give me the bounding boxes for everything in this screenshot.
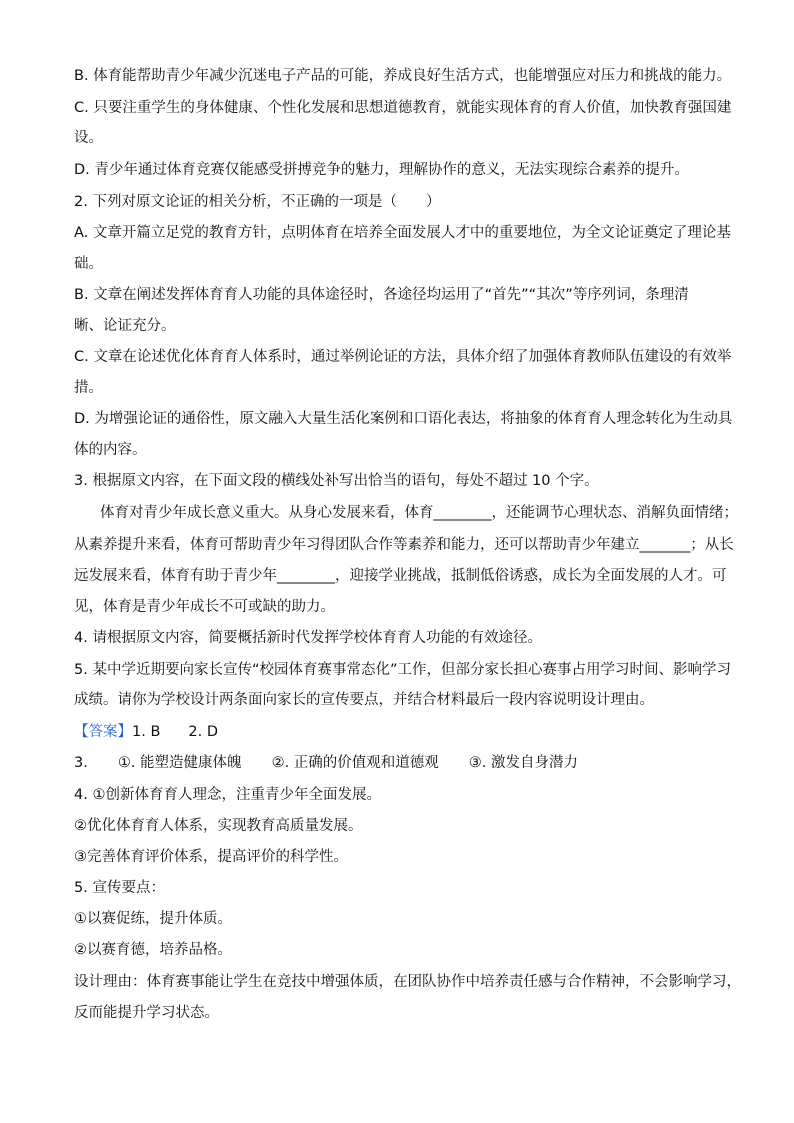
q3-passage-line: 见，体育是青少年成长不可或缺的助力。 — [74, 599, 335, 615]
answer-3-mark-3: ③ — [468, 755, 482, 771]
q3-passage-line: 从素养提升来看，体育可帮助青少年习得团队合作等素养和能力，还可以帮助青少年建立_______；从长 — [74, 537, 734, 553]
q1-option-b: B. 体育能帮助青少年减少沉迷电子产品的可能，养成良好生活方式，也能增强应对压力和挑战的能力。 — [74, 68, 732, 84]
q2-option-a-cont: 础。 — [74, 256, 103, 272]
q2-option-b-cont: 晰、论证充分。 — [74, 318, 176, 334]
answer-4-line: ②优化体育育人体系，实现教育高质量发展。 — [74, 818, 363, 834]
answer-3-mark-1: ① — [117, 755, 131, 771]
answer-1: 1. B — [132, 724, 161, 740]
q2-option-a: A. 文章开篇立足党的教育方针，点明体育在培养全面发展人才中的重要地位，为全文论证奠定了理论基 — [74, 225, 731, 241]
answer-5-line: ②以赛育德，培养品格。 — [74, 942, 232, 958]
answer-5-line: 5. 宣传要点： — [74, 880, 165, 896]
q2-option-d: D. 为增强论证的通俗性，原文融入大量生活化案例和口语化表达，将抽象的体育育人理念转化为生动具 — [74, 411, 733, 427]
answer-2: 2. D — [188, 724, 219, 740]
q2-stem: 2. 下列对原文论证的相关分析，不正确的一项是（ ） — [74, 194, 441, 210]
q3-passage-line: 远发展来看，体育有助于青少年________，迎接学业挑战，抵制低俗诱惑，成长为全面发展的人才。可 — [74, 568, 727, 584]
q1-option-c-cont: 设。 — [74, 130, 103, 146]
answer-3-number: 3. — [74, 755, 88, 771]
answer-4-line: ③完善体育评价体系，提高评价的科学性。 — [74, 849, 348, 865]
q2-option-b: B. 文章在阐述发挥体育育人功能的具体途径时，各途径均运用了“首先”“其次”等序列词，条理清 — [74, 287, 689, 303]
answer-3-item-1: . 能塑造健康体魄 — [130, 755, 242, 771]
answer-tag: 【答案】 — [74, 724, 132, 740]
answer-5-reason: 设计理由：体育赛事能让学生在竞技中增强体质，在团队协作中培养责任感与合作精神，不会影响学习， — [74, 974, 741, 990]
q3-stem: 3. 根据原文内容，在下面文段的横线处补写出恰当的语句，每处不超过 10 个字。 — [74, 473, 599, 489]
q3-passage-line: 体育对青少年成长意义重大。从身心发展来看，体育________，还能调节心理状态、消解负面情绪； — [100, 505, 738, 521]
q2-option-c: C. 文章在论述优化体育育人体系时，通过举例论证的方法，具体介绍了加强体育教师队伍建设的有效举 — [74, 349, 732, 365]
q1-option-c: C. 只要注重学生的身体健康、个性化发展和思想道德教育，就能实现体育的育人价值，加快教育强国建 — [74, 100, 732, 116]
q2-option-d-cont: 体的内容。 — [74, 442, 147, 458]
answer-3-mark-2: ② — [271, 755, 285, 771]
q5-stem-cont: 成绩。请你为学校设计两条面向家长的宣传要点，并结合材料最后一段内容说明设计理由。 — [74, 692, 654, 708]
answer-4-line: 4. ①创新体育育人理念，注重青少年全面发展。 — [74, 787, 381, 803]
answer-5-reason-cont: 反而能提升学习状态。 — [74, 1005, 219, 1021]
answer-3-item-3: . 激发自身潜力 — [481, 755, 578, 771]
q5-stem: 5. 某中学近期要向家长宣传“校园体育赛事常态化”工作，但部分家长担心赛事占用学习时间、影响学习 — [74, 662, 731, 678]
q4-stem: 4. 请根据原文内容，简要概括新时代发挥学校体育育人功能的有效途径。 — [74, 630, 542, 646]
q2-option-c-cont: 措。 — [74, 380, 103, 396]
answer-line-1-2 — [74, 722, 724, 742]
answer-3-line — [74, 753, 724, 773]
q1-option-d: D. 青少年通过体育竞赛仅能感受拼搏竞争的魅力，理解协作的意义，无法实现综合素养的提升。 — [74, 162, 689, 178]
answer-5-line: ①以赛促练，提升体质。 — [74, 911, 232, 927]
answer-3-item-2: . 正确的价值观和道德观 — [284, 755, 439, 771]
